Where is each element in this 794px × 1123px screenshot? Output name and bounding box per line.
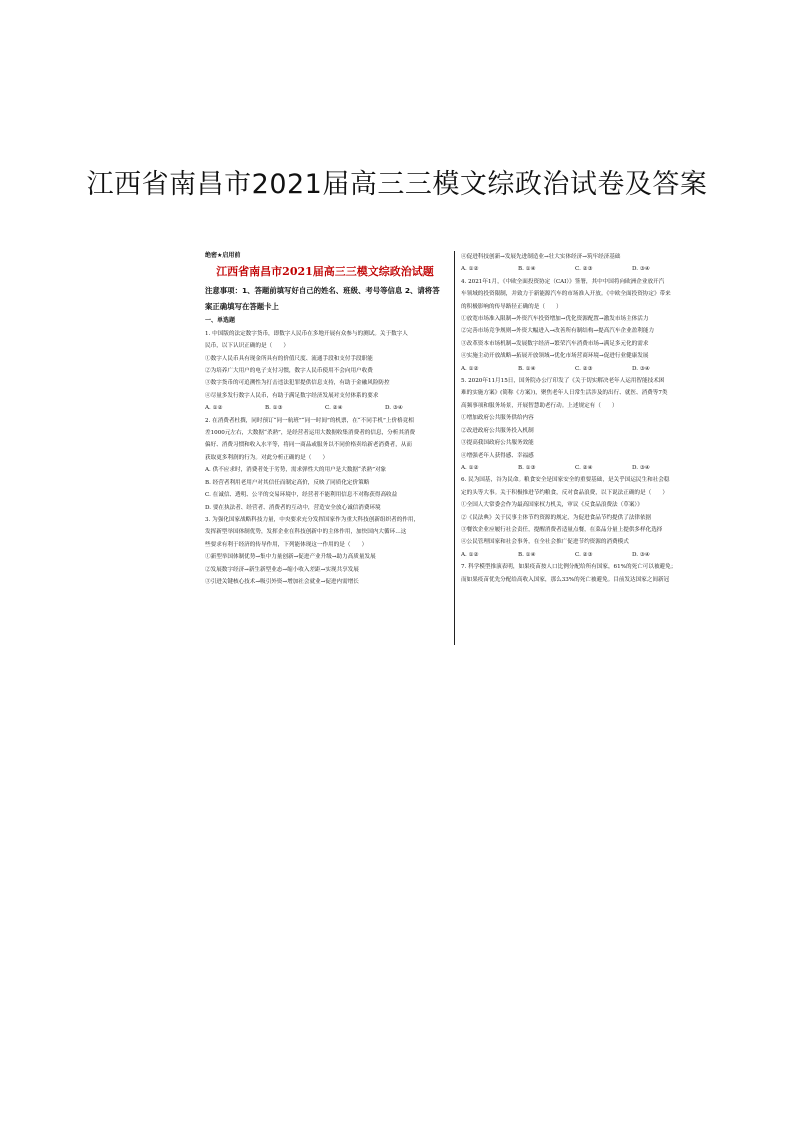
exam-title: 江西省南昌市2021届高三三模文综政治试题	[216, 265, 434, 279]
statement-item: ④实施主动开放战略→拓展开放领域→优化市场营商环境→促进行业健康发展	[461, 353, 649, 360]
question-stem: 差1000元左右，大数据“杀熟”，是经营者运用大数据收集消费者的信息，分析其消费	[205, 430, 416, 437]
question-stem: 难的实施方案》(简称《方案》)，聚焦老年人日常生活涉及的出行、就医、消费等7类	[461, 390, 668, 397]
statement-item: ①放宽市场准入限制→外资汽车投资增加→优化资源配置→激发市场主体活力	[461, 316, 649, 323]
statement-item: D. 要在执法者、经营者、消费者的互动中，营造安全放心诚信消费环境	[205, 504, 381, 511]
statement-item: ②改进政府公共服务投入机制	[461, 427, 534, 434]
left-column	[205, 250, 445, 588]
right-column	[461, 251, 689, 586]
question-stem: 定的头等大事。关于积极推进节约粮食，反对食品浪费，以下说法正确的是（ ）	[461, 489, 668, 496]
question-stem: 的积极影响的传导路径正确的是（ ）	[461, 303, 562, 310]
option-c: C. ②③	[575, 365, 593, 372]
notice-line: 注意事项：1、答题前填写好自己的姓名、班级、考号等信息 2、请将答	[205, 286, 440, 296]
statement-item: ④促进科技创新→发展先进制造业→壮大实体经济→筑牢经济基础	[461, 254, 621, 260]
question-stem: 3. 为强化国家战略科技力量，中央要求充分发挥国家作为重大科技创新组织者的作用，	[205, 516, 420, 523]
question-stem: 获取更多利润的行为。对此分析正确的是（ ）	[205, 454, 329, 461]
option-d: D. ③④	[632, 365, 650, 372]
option-b: B. ①④	[518, 365, 536, 372]
option-b: B. ①④	[518, 551, 536, 558]
statement-item: ①全国人大常委会作为最高国家权力机关，审议《反食品浪费法（草案）》	[461, 502, 643, 509]
option-b: B. ①③	[265, 405, 283, 412]
statement-item: ①增加政府公共服务供给内容	[461, 415, 534, 422]
statement-item: ④增强老年人获得感、幸福感	[461, 452, 534, 459]
question-stem: 4. 2021年1月，《中欧全面投资协定（CAI）》签署，其中中国将向欧洲企业放开汽	[461, 278, 665, 285]
question-stem: 高频事项和服务场景，开展智慧助老行动。上述规定有（ ）	[461, 402, 618, 409]
statement-item: A. 供不应求时，消费者处于劣势，需求弹性大的用户是大数据“杀熟”对象	[205, 467, 387, 474]
statement-item: ②完善市场竞争规则→外资大幅进入→改善所有制结构→提高汽车企业盈利能力	[461, 328, 655, 335]
question-stem: 6. 民为国基，谷为民命。粮食安全是国家安全的重要基础，是关乎国运民生和社会稳	[461, 477, 670, 484]
option-c: C. ②④	[575, 464, 593, 471]
question-stem: 1. 中国版的法定数字货币，即数字人民币在多地开展有众参与的测试。关于数字人	[205, 330, 408, 337]
question-stem: 偏好、消费习惯和收入水平等，将同一商品或服务以不同价格卖给新老消费者，从而	[205, 442, 412, 449]
statement-item: ③餐饮企业应履行社会责任，提醒消费者适量点餐，在菜品分量上提供多样化选择	[461, 526, 663, 533]
option-c: C. ②③	[575, 551, 593, 558]
question-stem: 些要求有利于经济的传导作用，下列能体现这一作用的是（ ）	[205, 541, 368, 548]
question-stem: 2. 在消费者杜撰，同时预订“同一航班”“同一时间”的机票，在“不同手机”上价格竟相	[205, 417, 414, 424]
statement-item: B. 经营者利用老用户对其信任而制定高价，反映了同质化定价策略	[205, 479, 370, 486]
option-a: A. ①②	[461, 266, 479, 273]
answer-options	[461, 462, 689, 474]
answer-options	[205, 402, 445, 414]
option-c: C. ②④	[325, 405, 343, 412]
question-stem: 而如果疫苗优先分配给高收入国家，那么33%的死亡被避免。目前发达国家之间新冠	[461, 576, 670, 583]
statement-item: ③提高我国政府公共服务效能	[461, 440, 534, 447]
statement-item: ①新型举国体制优势→集中力量创新→促进产业升级→助力高质量发展	[205, 554, 376, 561]
secret-mark: 绝密★启用前	[205, 252, 241, 259]
option-d: D. ③④	[632, 266, 650, 273]
question-stem: 车领域的投资限制，并致力于新能源汽车的市场准入开放。《中欧全面投资协定》带来	[461, 291, 671, 298]
option-a: A. ①②	[461, 365, 479, 372]
page-heading: 江西省南昌市2021届高三三模文综政治试卷及答案	[86, 169, 708, 200]
statement-item: ②为培养广大用户的电子支付习惯，数字人民币使用不会向用户收费	[205, 368, 373, 375]
statement-item: ②《民法典》关于民事主体节约资源的规定，为促进食品节约提供了法律依据	[461, 514, 652, 521]
statement-item: ②发展数字经济→新生新型业态→缩小收入差距→实现共享发展	[205, 566, 359, 573]
option-c: C. ②③	[575, 266, 593, 273]
statement-item: ③引进关键核心技术→吸引外资→增加社会就业→促进内需增长	[205, 578, 359, 585]
statement-item: ④尽量多发行数字人民币，有助于满足数字经济发展对支付体系的要求	[205, 392, 379, 399]
option-a: A. ①②	[461, 551, 479, 558]
option-b: B. ①④	[518, 266, 536, 273]
question-stem: 发挥新型举国体制优势，发挥企业在科技创新中的主体作用，加快国内大循环…这	[205, 529, 407, 536]
option-d: D. ③④	[632, 464, 650, 471]
question-stem: 5. 2020年11月15日，国务院办公厅印发了《关于切实解决老年人运用智能技术困	[461, 378, 665, 385]
statement-item: ①数字人民币具有现金所具有的价值尺度、流通手段和支付手段职能	[205, 355, 373, 362]
option-a: A. ①②	[461, 464, 479, 471]
column-divider	[454, 251, 455, 645]
answer-options	[461, 263, 689, 275]
section-heading: 一、单选题	[205, 317, 236, 325]
statement-item: ④公民管理国家和社会事务，在全社会推广促进节约资源的消费模式	[461, 539, 629, 546]
statement-item: ③数字货币的可追溯性为打击违法犯罪提供信息支持，有助于金融风险防控	[205, 380, 390, 387]
question-stem: 7. 科学模型推演表明，如果疫苗按人口比例分配给所有国家，61%的死亡可以被避免；	[461, 564, 677, 571]
answer-options	[461, 363, 689, 375]
statement-item: ③改革资本市场机制→发展数字经济→繁荣汽车消费市场→满足多元化的需求	[461, 340, 649, 347]
option-b: B. ①③	[518, 464, 536, 471]
answer-options	[461, 549, 689, 561]
option-d: D. ③④	[385, 405, 403, 412]
option-d: D. ③④	[632, 551, 650, 558]
statement-item: C. 在诚信、透明、公平的交易环境中，经营者不能利用信息不对称获得高收益	[205, 492, 398, 499]
question-stem: 民币，以下认识正确的是（ ）	[205, 343, 289, 350]
option-a: A. ①②	[205, 405, 223, 412]
notice-line: 案正确填写在答题卡上	[205, 302, 279, 312]
